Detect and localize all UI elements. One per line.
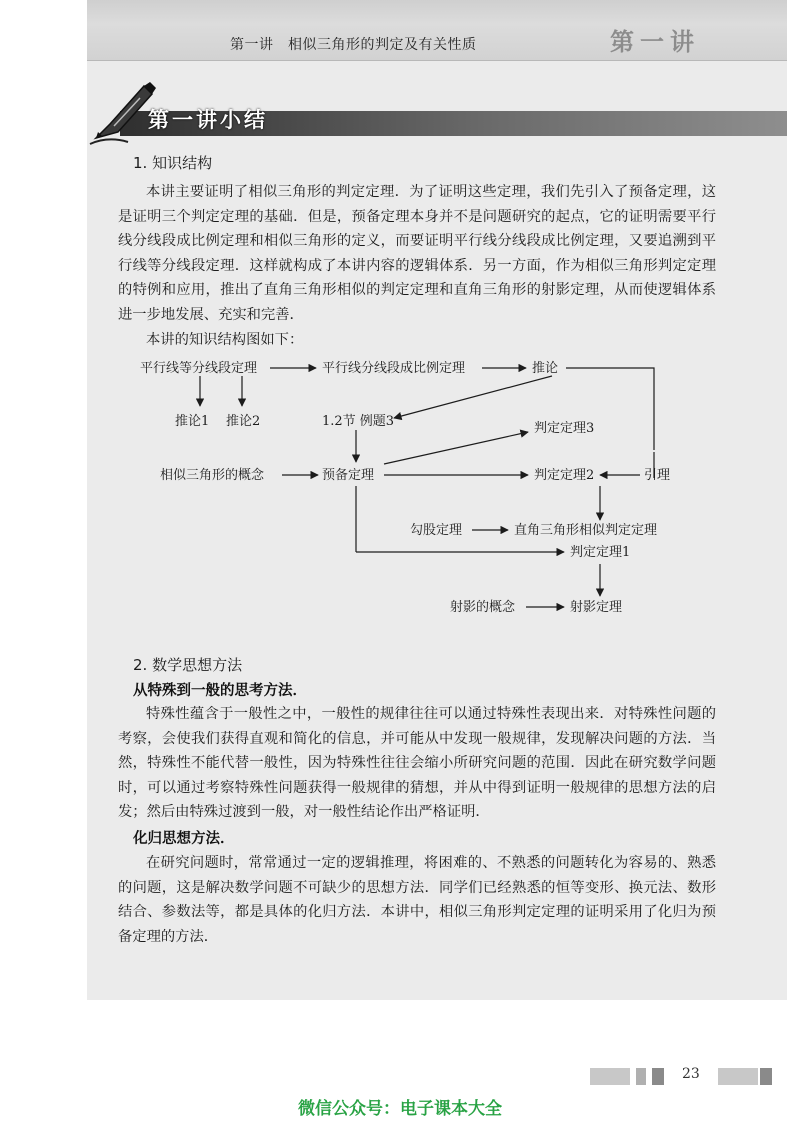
node-tuilun2: 推论2 <box>226 414 261 429</box>
node-yinli: 引理 <box>644 468 671 483</box>
node-li3: 1.2节 例题3 <box>322 414 395 429</box>
node-tuilun: 推论 <box>532 361 559 376</box>
node-sheying: 射影定理 <box>570 600 623 615</box>
node-sheying-gainian: 射影的概念 <box>450 600 516 615</box>
node-tuilun1: 推论1 <box>175 414 210 429</box>
knowledge-structure-heading: 1. 知识结构 <box>133 154 213 172</box>
footer-decor <box>760 1068 772 1085</box>
header-chapter-tag: 第一讲 <box>610 27 700 56</box>
footer-decor <box>652 1068 664 1085</box>
page-number: 23 <box>682 1066 700 1082</box>
method-reduction-paragraph: 在研究问题时，常常通过一定的逻辑推理，将困难的、不熟悉的问题转化为容易的、熟悉的问题，这是解决数学问题不可缺少的思想方法．同学们已经熟悉的恒等变形、换元法、数形结合、参数法等，都是具体的化归方法．本讲中，相似三角形判定定理的证明采用了化归为预备定理的方法． <box>118 855 716 945</box>
node-xiangsi-gainian: 相似三角形的概念 <box>160 468 265 483</box>
page-background <box>87 0 787 1000</box>
node-panding1: 判定定理1 <box>570 545 631 560</box>
knowledge-structure-paragraph: 本讲主要证明了相似三角形的判定定理．为了证明这些定理，我们先引入了预备定理，这是证明三个判定定理的基础．但是，预备定理本身并不是问题研究的起点，它的证明需要平行线分线段成比例定理和相似三角形的定义，而要证明平行线分线段成比例定理，又要追溯到平行线等分线段定理．这样就构成了本讲内容的逻辑体系．另一方面，作为相似三角形判定定理的特例和应用，推出了直角三角形相似的判定定理和直角三角形的射影定理，从而使逻辑体系进一步地发展、充实和完善． <box>118 184 716 323</box>
watermark: 微信公众号：电子课本大全 <box>298 1099 502 1119</box>
method-special-to-general-title: 从特殊到一般的思考方法． <box>133 683 307 699</box>
node-zhijiao: 直角三角形相似判定定理 <box>514 523 658 538</box>
footer-decor <box>590 1068 630 1085</box>
footer-decor <box>636 1068 646 1085</box>
method-reduction-title: 化归思想方法． <box>133 831 235 847</box>
node-gougu: 勾股定理 <box>410 523 463 538</box>
node-panding3: 判定定理3 <box>534 421 595 436</box>
diagram-intro: 本讲的知识结构图如下： <box>146 332 304 348</box>
node-pingxing-bili: 平行线分线段成比例定理 <box>322 361 466 376</box>
node-pingxing-dengfen: 平行线等分线段定理 <box>140 361 258 376</box>
method-special-to-general-paragraph: 特殊性蕴含于一般性之中，一般性的规律往往可以通过特殊性表现出来．对特殊性问题的考察，会使我们获得直观和简化的信息，并可能从中发现一般规律，发现解决问题的方法．当然，特殊性不能代替一般性，因为特殊性往往会缩小所研究问题的范围．因此在研究数学问题时，可以通过考察特殊性问题获得一般规律的猜想，并从中得到证明一般规律的思想方法的启发；然后由特殊过渡到一般，对一般性结论作出严格证明． <box>118 706 716 821</box>
section-title: 第一讲小结 <box>148 107 268 132</box>
node-panding2: 判定定理2 <box>534 468 595 483</box>
methods-heading: 2. 数学思想方法 <box>133 656 243 674</box>
footer-decor <box>718 1068 758 1085</box>
node-yubei: 预备定理 <box>322 468 375 483</box>
header-title: 第一讲 相似三角形的判定及有关性质 <box>230 37 477 53</box>
